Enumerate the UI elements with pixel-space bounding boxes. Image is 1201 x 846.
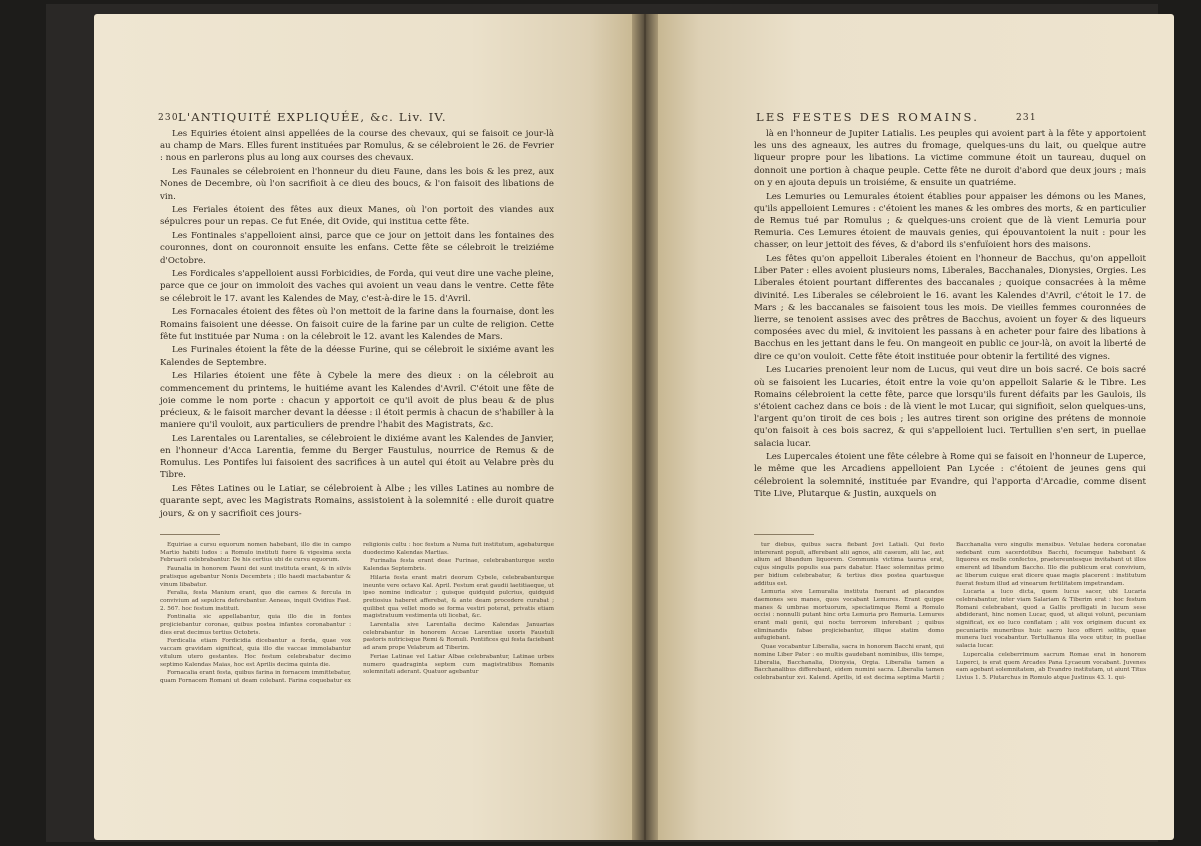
paragraph: Les Hilaries étoient une fête à Cybele la mere des dieux : on la célebroit au commencement du printems, le huitiéme avant les Kalendes d'Avril. C'étoit une fête de joie comme le nom porte : chacun y apportoit ce qu'il avoit de plus beau & de plus précieux, & le faisoit marcher devant la déesse : il étoit permis à chacun de s'habiller à la maniere qu'il vouloit, aux particuliers de prendre l'habit des Magistrats, &c. [160, 371, 554, 431]
paragraph: Les Fontinales s'appelloient ainsi, parce que ce jour on jettoit dans les fontaines des couronnes, dont on couronnoit ensuite les enfans. Cette fête se célebroit le treiziéme d'Octobre. [160, 231, 554, 266]
note: Quae vocabantur Liberalia, sacra in honorem Bacchi erant, qui nomine Liber Pater : eo multis gaudebant nominibus, illis tempe, Liberalia, Bacchanalia, Dionysia, Orgia. Liberalia tamen a Bacchanalibus differebant, eidem numini sacra. Liberalia tamen celebrabantur xvi. Kalend. Aprilis, id est decima septima Martii ; Bacchanalia vero singulis mensibus. Vetulae hedera coronatae sedebant cum sacerdotibus Bacchi, focumque habebant & liquores ex melle confectos, praetereuntesque invitabant ut illos emerent ad libandum Baccho. Illo die publicum erat convivium, ac liberum cuique erat dicere quae magis placerent : institutum fuerat festum illud ad vinearum fertilitatem impetrandam. [754, 542, 1146, 681]
paragraph: Les Furinales étoient la fête de la déesse Furine, qui se célebroit le sixiéme avant les Kalendes de Septembre. [160, 345, 554, 368]
paragraph: Les Fornacales étoient des fêtes où l'on mettoit de la farine dans la fournaise, dont les Romains faisoient une déesse. On faisoit cuire de la farine par un culte de religion. Cette fête fut instituée par Numa : on la célebroit le 12. avant les Kalendes de Mars. [160, 307, 554, 342]
note: Faunalia in honorem Fauni dei sunt instituta erant, & in silvis pratisque agebantur Nonis Decembris ; illo haedi mactabantur & vinum libabatur. [160, 566, 351, 588]
paragraph: Les Fordicales s'appelloient aussi Forbicidies, de Forda, qui veut dire une vache pleine, parce que ce jour on immoloit des vaches qui avoient un veau dans le ventre. Cette fête se célebroit le 17. avant les Kalendes de May, c'est-à-dire le 15. d'Avril. [160, 269, 554, 304]
paragraph: Les Feriales étoient des fêtes aux dieux Manes, où l'on portoit des viandes aux sépulcres pour un repas. Ce fut Enée, dit Ovide, qui institua cette fête. [160, 205, 554, 228]
right-page [658, 14, 1174, 840]
note: Lupercalia celeberrimum sacrum Romae erat in honorem Luperci, is erat quem Arcades Pana Lycaeum vocabant. Juvenes eam agebant solemnitatem, ab Evandro institutam, ut aiunt Titus Livius 1. 5. Plutarchus in Romulo atque Justinus 43. 1. qui- [956, 651, 1146, 681]
page-number: 231 [1016, 113, 1037, 123]
note: Lemuria sive Lemuralia instituta fuerant ad placandos daemones seu manes, quos vocabant Lemures. Erant quippe manes & umbrae mortuorum, speciatimque Remi a Romulo occisi : nonnulli putant hinc ortu Lemuria pro Remuria. Lemures erant mali genii, qui noctu terrorem inferebant ; quibus eliminandis fabae projiciebantur, illique statim domo aufugiebant. [754, 589, 944, 642]
paragraph: Les fêtes qu'on appelloit Liberales étoient en l'honneur de Bacchus, qu'on appelloit Liber Pater : elles avoient plusieurs noms, Liberales, Bacchanales, Dionysies, Orgies. Les Liberales étoient pourtant differentes des baccanales ; quoique consacrées à la même divinité. Les Liberales se célebroient le 16. avant les Kalendes d'Avril, c'étoit le 17. de Mars ; & les baccanales se faisoient tous les mois. De vieilles femmes couronnées de lierre, se tenoient assises avec des prêtres de Bacchus, avoient un foyer & des liqueurs composées avec du miel, & invitoient les passans à en acheter pour faire des libations à Bacchus en les jettant dans le feu. On mangeoit en public ce jour-là, on avoit la liberté de dire ce qu'on vouloit. Cette fête étoit instituée pour obtenir la fertilité des vignes. [754, 254, 1146, 362]
paragraph: là en l'honneur de Jupiter Latialis. Les peuples qui avoient part à la fête y apportoient les uns des agneaux, les autres du fromage, quelques-uns du lait, ou quelque autre liqueur propre pour les libations. La victime commune étoit un taureau, duquel on donnoit une portion à chaque peuple. Cette fête ne duroit d'abord que deux jours ; mais on y en ajouta depuis un troisiéme, & ensuite un quatriéme. [754, 129, 1146, 188]
latin-notes [754, 542, 1146, 683]
latin-notes [160, 542, 554, 686]
paragraph: Les Fêtes Latines ou le Latiar, se célebroient à Albe ; les villes Latines au nombre de quarante sept, avec les Magistrats Romains, assistoient à la solemnité : elle duroit quatre jours, & on y sacrifioit ces jours- [160, 484, 554, 519]
main-text [754, 128, 1146, 502]
footnote-rule [754, 534, 814, 535]
paragraph: Les Faunales se célebroient en l'honneur du dieu Faune, dans les bois & les prez, aux Nones de Decembre, où l'on sacrifioit à ce dieu des boucs, & l'on faisoit des libations de vin. [160, 167, 554, 202]
paragraph: Les Lupercales étoient une fête célebre à Rome qui se faisoit en l'honneur de Luperce, le même que les Arcadiens appelloient Pan Lycée : c'étoient de jeunes gens qui célebroient la solemnité, instituée par Evandre, qui l'apporta d'Arcadie, comme disent Tite Live, Plutarque & Justin, auxquels on [754, 452, 1146, 499]
left-page [94, 14, 632, 840]
note: tur diebus, quibus sacra fiebant Jovi Latiali. Qui festo intererant populi, afferebant alii agnos, alii caseum, alii lac, aut alium ad libandum liquorem. Communis victima taurus erat, cujus singulis populis sua pars dabatur. Haec solemnitas primo per bidium celebrabatur, & tertius dies postea quartusque additus est. [754, 542, 944, 587]
book-spread [46, 4, 1158, 842]
note: Equiriae a cursu equorum nomen habebant, illo die in campo Martio habiti ludos : a Romulo instituti fuere & vigesima sexta Februarii celebrabantur. De his certius ubi de cursu equorum. [160, 542, 351, 564]
running-head: LES FESTES DES ROMAINS. [756, 110, 980, 124]
note: Fordicalia etiam Fordicidia dicebantur a forda, quae vox vaccam gravidam significat, quia illo die vaccae immolabantur vitulum utero gestantes. Hoc festum celebrabatur decimo septimo Kalendas Maias, hoc est Aprilis decima quinta die. [160, 638, 351, 668]
note: Hilaria festa erant matri deorum Cybele, celebrabanturque ineunte vere octavo Kal. April. Festum erat gaudii laetitiaeque, ut ipso nomine indicatur ; quisque quidquid pulcrius, quidquid pretiosius haberet afferebat, & ante deam procedere curabat ; quilibet qua vellet modo se forma vestiri poterat, privatis etiam magistratuum vestimenta uti licebat, &c. [363, 574, 554, 620]
footnote-rule [160, 534, 220, 535]
note: Fontinalia sic appellabantur, quia illo die in fontes projiciebantur coronae, quibus postea infantes coronabantur : dies erat decimus tertius Octobris. [160, 614, 351, 636]
note: Larentalia sive Larentalia decimo Kalendas Januarias celebrabantur in honorem Accae Larentiae uxoris Faustuli pastoris nutricisque Remi & Romuli. Pontifices qui festa faciebant ad aram prope Velabrum ad Tiberim. [363, 622, 554, 652]
note: Furinalia festa erant deae Furinae, celebrabanturque sexto Kalendas Septembris. [363, 558, 554, 573]
paragraph: Les Larentales ou Larentalies, se célebroient le dixiéme avant les Kalendes de Janvier, en l'honneur d'Acca Larentia, femme du Berger Faustulus, nourrice de Remus & de Romulus. Les Pontifes lui faisoient des sacrifices à un autel qui étoit au Velabre près du Tibre. [160, 433, 554, 481]
main-text [160, 128, 554, 521]
paragraph: Les Lucaries prenoient leur nom de Lucus, qui veut dire un bois sacré. Ce bois sacré où se faisoient les Lucaries, étoit entre la voie qu'on appelloit Salarie & le Tibre. Les Romains célebroient la cette fête, parce que lorsqu'ils furent défaits par les Gaulois, ils s'étoient cachez dans ce bois : de là vient le mot Lucar, qui signifioit, selon quelques-uns, l'argent qu'on tiroit de ces bois ; les autres tirent son origine des prétens de monnoie qu'on faisoit à ces bois sacrez, & qui s'appelloient luci. Tertullien s'en sert, in puellae salacia lucar. [754, 365, 1146, 449]
paragraph: Les Equiries étoient ainsi appellées de la course des chevaux, qui se faisoit ce jour-là au champ de Mars. Elles furent instituées par Romulus, & se célebroient le 26. de Fevrier : nous en parlerons plus au long aux courses des chevaux. [160, 129, 554, 164]
note: Feralia, festa Manium erant, quo die carnes & fercula in convivium ad sepulcra deferebantur. Aeneas, inquit Ovidius Fast. 2. 567. hoc festum instituit. [160, 590, 351, 612]
note: Lucaria a luco dicta, quem lucus sacer, ubi Lucaria celebrabantur, inter viam Salariam & Tiberim erat : hoc festum Romani celebrabant, quod a Gallis profligati in lucum sese abdiderant, hinc nomen Lucar, quod, ut aliqui volunt, pecuniam significat, ex eo luco conflatam ; alii vox originem ducunt ex pecuniariis muneribus huic sacro luco offerri solitis, quae munera luci vocabantur. Tertullianus illa voce utitur, in puellae salacia lucar. [956, 589, 1146, 650]
book-gutter [632, 14, 658, 840]
page-number: 230 [158, 113, 179, 123]
running-head: L'ANTIQUITÉ EXPLIQUÉE, &c. Liv. IV. [178, 110, 447, 124]
note: Feriae Latinae vel Latiar Albae celebrabantur, Latinae urbes numero quadraginta septem cum magistratibus Romanis solemnitati aderant. Quatuor agebantur [363, 653, 554, 676]
paragraph: Les Lemuries ou Lemurales étoient établies pour appaiser les démons ou les Manes, qu'ils appelloient Lemures : c'étoient les manes & les ombres des morts, & en particulier de Remus tué par Romulus ; & quelques-uns croient que de là vient Lemuria pour Remuria. Ces Lemures étoient de mauvais genies, qui épouvantoient la nuit : pour les chasser, on leur jettoit des féves, & d'abord ils s'enfuïoient hors des maisons. [754, 191, 1146, 251]
note: Fornacalia erant festa, quibus farina in fornacem immittebatur, quam Fornacem Romani ut deam colebant. Farina coquebatur ex religionis cultu : hoc festum a Numa fuit institutum, agebaturque duodecimo Kalendas Martias. [160, 542, 554, 684]
